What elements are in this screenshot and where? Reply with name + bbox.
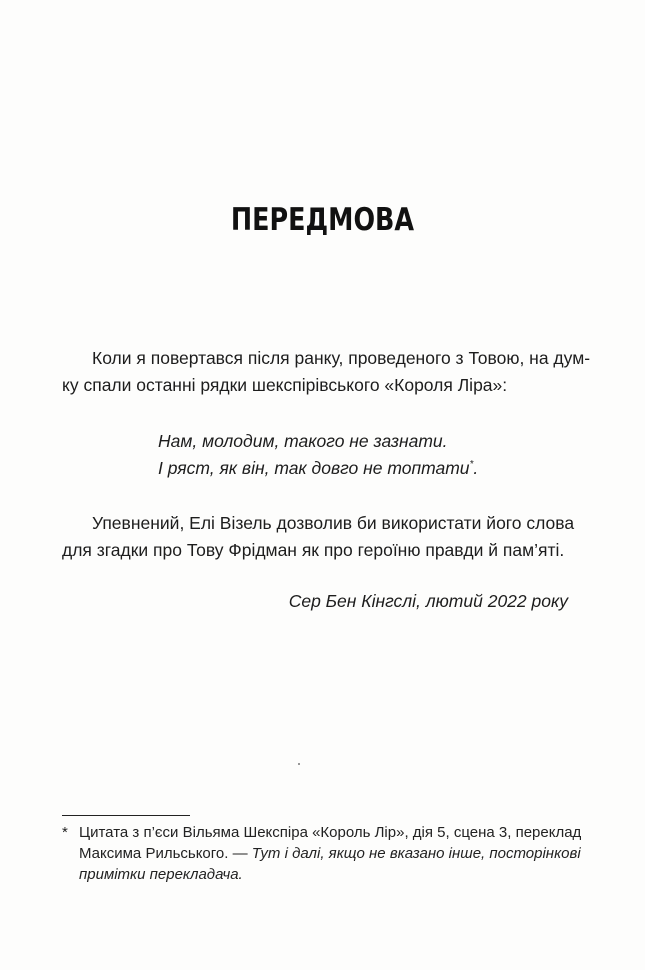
footnote — [62, 822, 582, 885]
footnote-line-1: Цитата з п’єси Вільяма Шекспіра «Король Лір», дія 5, сцена 3, переклад — [79, 824, 582, 841]
footnote-line-2-italic: Тут і далі, якщо не вказано інше, посторінкові — [251, 845, 581, 862]
paragraph-body-line-2: для згадки про Тову Фрідман як про героїню правди й пам’яті. — [62, 540, 565, 560]
paragraph-intro-line-2: ку спали останні рядки шекспірівського «Короля Ліра»: — [62, 375, 508, 395]
footnote-divider — [62, 815, 190, 816]
verse-quote — [158, 428, 478, 482]
footnote-line-2 — [79, 843, 581, 864]
paragraph-body — [62, 510, 575, 564]
print-speck — [298, 763, 300, 765]
verse-line-1: Нам, молодим, такого не зазнати. — [158, 431, 448, 451]
footnote-body — [79, 822, 582, 885]
paragraph-intro-line-1: Коли я повертався після ранку, проведеного з Товою, на дум- — [92, 348, 591, 368]
paragraph-intro — [62, 345, 591, 399]
footnote-line-2-text: Максима Рильського. — — [79, 845, 252, 862]
signature: Сер Бен Кінгслі, лютий 2022 року — [288, 591, 568, 611]
page-title: ПЕРЕДМОВА — [230, 202, 415, 238]
verse-line-2 — [158, 455, 478, 482]
verse-line-2-end: . — [473, 458, 479, 478]
footnote-reference[interactable]: * — [469, 459, 474, 471]
verse-line-2-text: І ряст, як він, так довго не топтати — [158, 458, 470, 478]
footnote-line-3: примітки перекладача. — [79, 866, 243, 883]
footnote-mark: * — [62, 824, 68, 841]
paragraph-body-line-1: Упевнений, Елі Візель дозволив би використати його слова — [92, 513, 575, 533]
